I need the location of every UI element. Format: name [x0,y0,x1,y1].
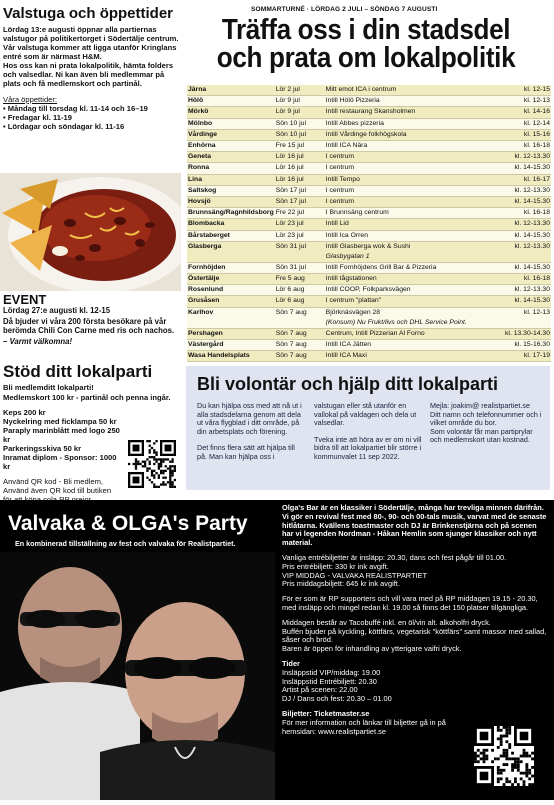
schedule-time: kl. 14-16 [504,107,551,118]
schedule-location: Intill restaurang Skansholmen [325,107,504,118]
schedule-location: Intill ICA Maxi [325,351,504,362]
schedule-place: Rosenlund [187,285,275,296]
schedule-date: Lör 9 jul [275,107,325,118]
schedule-row [187,241,551,262]
schedule-date: Sön 7 aug [275,328,325,339]
schedule-time: kl. 17-19 [504,351,551,362]
schedule-date: Sön 7 aug [275,351,325,362]
party-p4c: Baren är öppen för inhandling av ytterigare vaifri dryck. [282,644,462,654]
volunteer-col2 [314,402,422,462]
schedule-time: kl. 12-13.30 [504,285,551,296]
volunteer-col3 [430,402,542,445]
schedule-location: Intill tågstationen [325,274,504,285]
qr-code-left[interactable] [128,440,176,488]
schedule-date: Lör 16 jul [275,174,325,185]
oppettider-label: Våra öppettider: [3,95,58,104]
schedule-row [187,129,551,140]
volunteer-col2-p2: Tveka inte att höra av er om ni vill bidra till att lokalpartiet blir större i kommunvalet 11 sep 2022. [314,434,422,461]
valstuga-p2: Vår valstuga kommer att ligga utanför Kringlans entré som är närmast H&M. [3,43,177,61]
schedule-location: Intill Fornhöjdens Grill Bar & Pizzeria [325,262,504,273]
schedule-row [187,185,551,196]
price-item: Inramat diplom - Sponsor: 1000 kr [3,453,117,471]
schedule-location: Intill ICA Jätten [325,339,504,350]
schedule-time: kl. 12-13.30 [504,152,551,163]
schedule-location: Björknäsvägen 28 (Konsum) Nu Frukt/livs och DHL Service Point. [325,307,504,328]
volunteer-col1-p1: Du kan hjälpa oss med att nå ut i alla stadsdelarna genom att dela ut våra flygblad i ditt område, på din arbetsplats och förening. [197,401,302,436]
schedule-location-sub: (Konsum) Nu Frukt/livs och DHL Service Point. [325,318,467,326]
schedule-row [187,274,551,285]
schedule-location: Intill COOP, Folkparksvägen [325,285,504,296]
schedule-row [187,174,551,185]
schedule-time: kl. 15-16 [504,129,551,140]
schedule-date: Lör 6 aug [275,296,325,307]
volunteer-col1-p2: Det finns flera sätt att hjälpa till på. Man kan hjälpa oss i [197,443,295,461]
schedule-place: Västergård [187,339,275,350]
schedule-place: Hölö [187,96,275,107]
schedule-date: Lör 9 jul [275,96,325,107]
schedule-place: Geneta [187,152,275,163]
price-item: Keps 200 kr [3,408,46,417]
schedule-row [187,197,551,208]
schedule-place: Fornhöjden [187,262,275,273]
schedule-location: Mitt emot ICA i centrum [325,85,504,96]
schedule-time: kl. 12-13 [504,96,551,107]
schedule-time: kl. 13.30-14.30 [504,328,551,339]
schedule-row [187,141,551,152]
price-item: Parkeringsskiva 50 kr [3,444,82,453]
schedule-place: Ronna [187,163,275,174]
schedule-row [187,351,551,362]
event-description: Då bjuder vi våra 200 första besökare på vår berömda Chili Con Carne med ris och nachos. [3,317,175,335]
party-p2a: Vanliga entrébiljetter är insläpp: 20.30, dans och fest pågår till 01.00. [282,552,507,562]
schedule-row [187,339,551,350]
schedule-location: Intill ICA Nära [325,141,504,152]
tider-list [282,669,462,704]
schedule-row [187,107,551,118]
biljetter-label: Biljetter: Ticketmaster.se [282,708,370,718]
party-p2b: Pris entrébiljett: 330 kr ink avgift. [282,561,389,571]
schedule-time: kl. 16-17 [504,174,551,185]
schedule-date: Lör 23 jul [275,230,325,241]
schedule-place: Saltskog [187,185,275,196]
event-welcome: – Varmt välkomna! [3,337,73,346]
schedule-place: Karlhov [187,307,275,328]
valstuga-title: Valstuga och öppettider [3,5,174,22]
schedule-place: Vårdinge [187,129,275,140]
schedule-place: Bårstaberget [187,230,275,241]
schedule-location: Intill Lid [325,219,504,230]
party-p1: Olga's Bar är en klassiker i Södertälje, många har trevliga minnen därifrån. Vi gör en revival fest med 80-, 90- och 00-tals musik, varvat med de senaste hitlåtarna. Kvällens toastmaster och DJ är Brinkenstjärna och på scenen har vi legenden Nordman - Håkan Hemlin som sjunger klassiker och nytt material. [282,503,547,548]
valstuga-p3: Hos oss kan ni prata lokalpolitik, hämta folders och valsedlar. Ni kan även bli medlemmar på plats och få medlemskort och partinål. [3,61,174,88]
schedule-location: I centrum "plattan" [325,296,504,307]
schedule-time: kl. 12-13.30 [504,185,551,196]
schedule-row [187,96,551,107]
tider-item: Artist på scenen: 22.00 [282,685,358,695]
schedule-location: I centrum [325,163,504,174]
schedule-time: kl. 15-16.30 [504,339,551,350]
schedule-row [187,219,551,230]
event-text [3,306,181,346]
schedule-time: kl. 16-18 [504,141,551,152]
schedule-place: Mörkö [187,107,275,118]
party-p2c: VIP MIDDAG - VALVAKA REALISTPARTIET [282,570,427,580]
schedule-date: Sön 17 jul [275,185,325,196]
schedule-time: kl. 12-13.30 [504,219,551,230]
party-p4a: Middagen består av Tacobuffé inkl. en öl/vin alt. alkoholfri dryck. [282,617,491,627]
main-title-line2: och prata om lokalpolitik [216,42,516,74]
schedule-location: Intill Vårdinge folkhögskola [325,129,504,140]
schedule-row [187,85,551,96]
price-item: Nyckelring med ficklampa 50 kr [3,417,117,426]
stod-sub2: Medlemskort 100 kr - partinål och penna ingår. [3,393,171,402]
schedule-time: kl. 12-15 [504,85,551,96]
tider-item: DJ / Dans och fest: 20.30 – 01.00 [282,694,392,704]
schedule-time: kl. 14-15.30 [504,230,551,241]
schedule-place: Grusåsen [187,296,275,307]
schedule-place: Järna [187,85,275,96]
schedule-location: I centrum [325,152,504,163]
oppettider-item: • Fredagar kl. 11-19 [3,113,72,122]
tider-label: Tider [282,658,300,668]
schedule-location: I Brunnsäng centrum [325,208,504,219]
volunteer-col2-p1: valstugan eller stå utanför en vallokal på valdagen och dela ut valsedlar. [314,401,417,428]
volunteer-col3-p3: Som volontär får man partiprylar och medlemskort utan kostnad. [430,426,533,445]
party-section [0,500,554,800]
schedule-table [187,85,551,362]
schedule-row [187,328,551,339]
volunteer-col3-p2: Ditt namn och telefonnummer och i vilket område du bor. [430,409,542,428]
event-title: EVENT [3,292,47,307]
schedule-row [187,230,551,241]
schedule-date: Fre 5 aug [275,274,325,285]
schedule-time: kl. 16-18 [504,208,551,219]
schedule-place: Glasberga [187,241,275,262]
schedule-date: Lör 23 jul [275,219,325,230]
price-item: Paraply marinblått med logo 250 kr [3,426,120,444]
price-list [3,408,125,471]
party-title: Valvaka & OLGA's Party [8,512,248,535]
schedule-place: Pershagen [187,328,275,339]
schedule-location: Intill Ica Orren [325,230,504,241]
schedule-date: Sön 10 jul [275,129,325,140]
schedule-date: Sön 31 jul [275,241,325,262]
schedule-date: Fre 22 jul [275,208,325,219]
schedule-date: Lör 16 jul [275,152,325,163]
schedule-location: Intill Glasberga wok & Sushi Glasbygatan 1 [325,241,504,262]
schedule-location-sub: Glasbygatan 1 [325,253,370,261]
schedule-date: Fre 15 jul [275,141,325,152]
schedule-time: kl. 14-15.30 [504,262,551,273]
stod-sub1: Bli medlemditt lokalparti! [3,383,94,392]
schedule-date: Sön 17 jul [275,197,325,208]
schedule-location: Intill Tempo [325,174,504,185]
schedule-place: Wasa Handelsplats [187,351,275,362]
biljetter-text[interactable]: För mer information och länkar till biljetter gå in på hemsidan: www.realistpartiet.se [282,717,446,736]
chili-con-carne-photo [0,173,181,291]
schedule-time: kl. 12-13.30 [504,241,551,262]
stod-title: Stöd ditt lokalparti [3,362,153,381]
schedule-place: Enhörna [187,141,275,152]
party-p3: För er som är RP supporters och vill vara med på RP middagen 19.15 - 20.30, med insläpp och mingel redan kl. 19.00 så finns det 150 platser tillgängliga. [282,594,538,612]
schedule-location: Intill Abbes pizzeria [325,118,504,129]
party-p2d: Pris middagsbiljett: 645 kr ink avgift. [282,579,400,589]
schedule-location: Intill Hölö Pizzeria [325,96,504,107]
tider-item: Insläppstid Entrébiljett: 20.30 [282,676,377,686]
schedule-date: Lör 16 jul [275,163,325,174]
schedule-row [187,118,551,129]
valstuga-text [3,25,179,131]
schedule-row [187,163,551,174]
party-subtitle: En kombinerad tillställning av fest och valvaka för Realistpartiet. [15,539,236,548]
schedule-location: Centrum, Intill Pizzerian Al Forno [325,328,504,339]
schedule-date: Sön 31 jul [275,262,325,273]
schedule-place: Östertälje [187,274,275,285]
schedule-row [187,152,551,163]
schedule-time: kl. 12-14 [504,118,551,129]
schedule-time: kl. 14-15.30 [504,197,551,208]
schedule-time: kl. 14-15.30 [504,163,551,174]
schedule-location: I centrum [325,185,504,196]
schedule-row [187,296,551,307]
volunteer-col1 [197,402,305,462]
schedule-date: Lör 6 aug [275,285,325,296]
oppettider-list [3,104,179,131]
schedule-place: Hovsjö [187,197,275,208]
qr-note: Använd QR kod - Bli medlem, Använd även QR kod till butiken [3,477,112,495]
oppettider-item: • Måndag till torsdag kl. 11-14 och 16–19 [3,104,148,113]
schedule-row [187,285,551,296]
schedule-place: Lina [187,174,275,185]
main-title-line1: Träffa oss i din stadsdel [221,14,511,46]
schedule-place: Brunnsäng/Ragnhildsborg [187,208,275,219]
schedule-place: Blombacka [187,219,275,230]
schedule-time: kl. 16-18 [504,274,551,285]
party-photo [0,552,275,800]
main-title [200,16,533,72]
schedule-location: I centrum [325,197,504,208]
event-date: Lördag 27:e augusti kl. 12-15 [3,306,111,315]
volunteer-email[interactable]: Mejla: joakim@ realistpartiet.se [430,401,530,410]
volunteer-title: Bli volontär och hjälp ditt lokalparti [197,374,499,394]
party-text [282,504,548,736]
schedule-time: kl. 12-13 [504,307,551,328]
schedule-row [187,307,551,328]
schedule-place: Mölnbo [187,118,275,129]
schedule-row [187,262,551,273]
qr-code-party[interactable] [474,726,534,786]
schedule-time: kl. 14-15.30 [504,296,551,307]
schedule-row [187,208,551,219]
schedule-date: Sön 7 aug [275,339,325,350]
sommarturne-label: SOMMARTURNÉ · LÖRDAG 2 JULI – SÖNDAG 7 AUGUSTI [251,6,438,13]
tider-item: Insläppstid VIP/middag: 19.00 [282,667,381,677]
party-p4b: Buffén bjuder på kyckling, köttfärs, vegetarisk "köttfärs" samt massor med sallad, såser och bröd. [282,626,547,645]
volunteer-box [186,366,550,490]
oppettider-item: • Lördagar och söndagar kl. 11-16 [3,122,125,131]
schedule-date: Sön 7 aug [275,307,325,328]
schedule-date: Lör 2 jul [275,85,325,96]
valstuga-p1: Lördag 13:e augusti öppnar alla partiernas valstugor på politikertorget i Södertälje centrum. [3,25,179,43]
schedule-date: Sön 10 jul [275,118,325,129]
